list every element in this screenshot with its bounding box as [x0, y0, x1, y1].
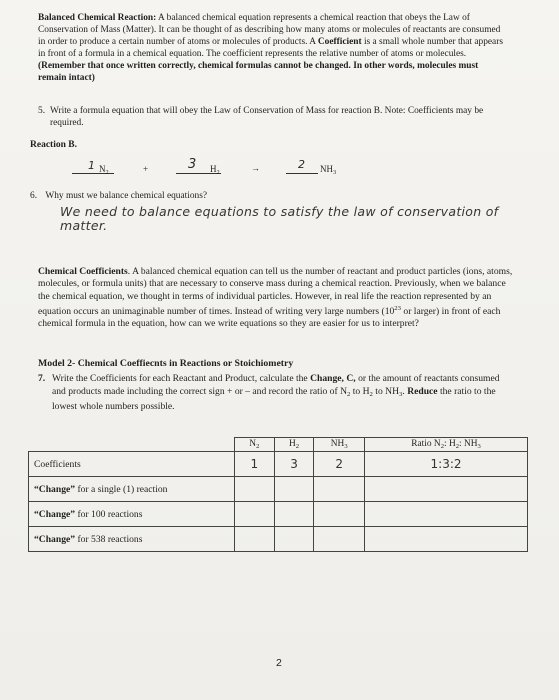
cell-ratio[interactable]: 1:3:2 — [365, 452, 528, 477]
cell-nh3[interactable] — [314, 502, 365, 527]
header-nh3: $NH_3$ — [314, 438, 365, 452]
reaction-arrow: → — [251, 163, 260, 173]
table-row — [29, 452, 528, 477]
cell-h2[interactable] — [274, 527, 314, 552]
question-5-number: 5. — [38, 106, 46, 116]
header-blank — [29, 438, 235, 452]
cell-nh3[interactable] — [314, 527, 365, 552]
question-6-handwritten-answer: We need to balance equations to satisfy the law of conservation of matter. — [60, 204, 499, 233]
coefficient-term: Coefficient — [317, 37, 362, 48]
coef-nh3-handwritten: 2 — [298, 158, 305, 171]
header-ratio: Ratio $N_2$: $H_2$: $NH_3$ — [365, 438, 528, 452]
cell-h2[interactable] — [274, 502, 314, 527]
header-h2: $H_2$ — [274, 438, 314, 452]
cell-n2[interactable]: 1 — [235, 452, 275, 477]
cell-ratio[interactable] — [365, 477, 528, 502]
header-n2: $N_2$ — [235, 438, 275, 452]
question-6 — [30, 190, 500, 202]
question-5-text: Write a formula equation that will obey the Law of Conservation of Mass for reaction B. Note: Coefficients may be required. — [50, 106, 484, 129]
intro-paragraph — [38, 12, 508, 85]
row-label: “Change” for a single (1) reaction — [29, 477, 235, 502]
chem-label: Chemical Coefficients — [38, 266, 128, 277]
question-7-text: Write the Coefficients for each Reactant and Product, calculate the Change, C, or the amount of reactants consumed and products made including the correct sign + or – and record the ratio of $N_2$ to $H_2$ to $NH_3$. Reduce the ratio to the lowest whole numbers possible. — [52, 373, 500, 412]
intro-text-1: A balanced chemical equation represents a chemical reaction that obeys the Law of Conservation of Mass (Matter). It can be thought of as describing how many atoms or molecules of reactants are consumed in order to produce a certain number of atoms or molecules of products. A — [38, 13, 501, 48]
coefficients-table — [28, 437, 528, 552]
coef-nh3-blank — [286, 173, 318, 174]
question-6-text: Why must we balance chemical equations? — [45, 191, 208, 201]
remember-note: (Remember that once written correctly, chemical formulas cannot be changed. In other words, molecules must remain intact) — [38, 61, 479, 84]
coef-h2-handwritten: 3 — [188, 157, 197, 172]
question-7-number: 7. — [38, 373, 46, 384]
row-label: “Change” for 100 reactions — [29, 502, 235, 527]
row-label: “Change” for 538 reactions — [29, 527, 235, 552]
cell-h2[interactable]: 3 — [274, 452, 314, 477]
chemical-coefficients-paragraph: Chemical Coefficients. A balanced chemical equation can tell us the number of reactant and product particles (ions, atoms, molecules, or formula units) that are necessary to conserve mass during a chemical reaction. Previously, when we balance the chemical equation, we thought in terms of individual particles. However, in real life the reaction represented by an equation occurs an unimaginable number of times. Instead of writing very large numbers ($10^{23}$ or larger) in front of each chemical formula in the equation, how can we write equations so they are easier for us to interpret? — [38, 266, 513, 330]
question-6-number: 6. — [30, 191, 38, 201]
table-row — [29, 477, 528, 502]
cell-ratio[interactable] — [365, 502, 528, 527]
cell-h2[interactable] — [274, 477, 314, 502]
model-2-title: Model 2- Chemical Coeffiecnts in Reactions or Stoichiometry — [38, 358, 294, 369]
table-row — [29, 527, 528, 552]
plus-sign: + — [143, 164, 149, 174]
formula-h2: $H_2$ — [210, 164, 220, 176]
formula-n2: $N_2$ — [99, 164, 109, 176]
cell-n2[interactable] — [235, 502, 275, 527]
intro-text-2: is a small whole number that appears in front of a formula in a chemical equation. The coefficient represents the relative number of atoms or molecules. — [38, 37, 503, 60]
row-label: Coefficients — [29, 452, 235, 477]
cell-ratio[interactable] — [365, 527, 528, 552]
table-header-row — [29, 438, 528, 452]
page-number: 2 — [276, 657, 282, 669]
cell-nh3[interactable]: 2 — [314, 452, 365, 477]
cell-n2[interactable] — [235, 527, 275, 552]
cell-n2[interactable] — [235, 477, 275, 502]
cell-nh3[interactable] — [314, 477, 365, 502]
intro-label: Balanced Chemical Reaction: — [38, 13, 157, 23]
reaction-b-label: Reaction B. — [30, 140, 77, 150]
table-row — [29, 502, 528, 527]
formula-nh3: $NH_3$ — [320, 164, 337, 176]
coef-n2-handwritten: 1 — [88, 159, 95, 172]
